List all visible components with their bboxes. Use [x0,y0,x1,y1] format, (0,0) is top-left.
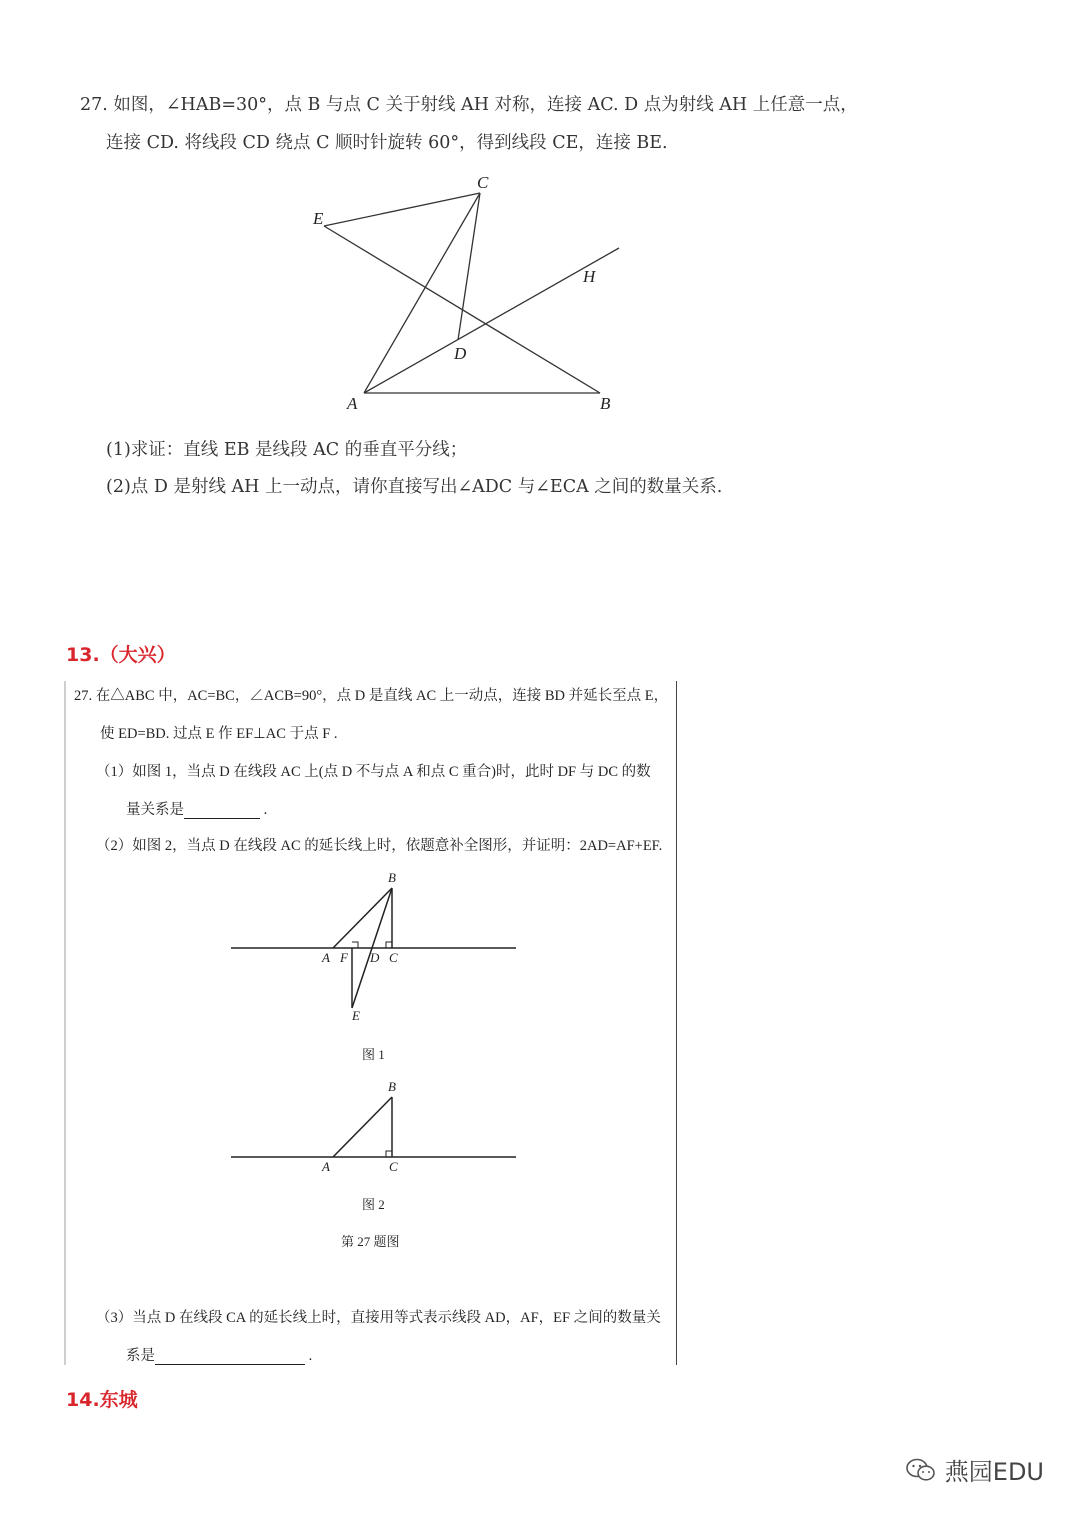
q27b-figure-2 [228,1076,520,1176]
fig1-label-c: C [389,950,398,965]
question-border-left [64,681,66,1365]
segment-eb [324,226,600,393]
fig1-segment-ab [333,888,392,948]
label-d: D [454,344,467,363]
segment-ce [324,193,480,226]
fig2-segment-ab [333,1097,392,1157]
fig2-caption: 图 2 [362,1197,385,1212]
wechat-icon [905,1457,937,1483]
ray-ah [364,248,619,393]
fig1-label-d: D [370,950,380,965]
fig2-label-a: A [322,1159,330,1174]
q27a-part2: (2)点 D 是射线 AH 上一动点，请你直接写出∠ADC 与∠ECA 之间的数量关系. [106,477,723,497]
q27b-part1c: . [260,802,268,818]
fig1-right-angle-c [386,942,392,948]
fig1-label-f: F [340,950,348,965]
q27b-part2: （2）如图 2，当点 D 在线段 AC 的延长线上时，依题意补全图形，并证明：2AD=AF+EF. [96,838,663,854]
fig1-label-b: B [388,870,396,885]
q27b-figure-1 [228,868,520,1028]
label-c: C [477,173,489,192]
segment-ac [364,193,480,393]
fig1-label-e: E [352,1008,360,1023]
label-a: A [347,394,358,413]
question-border-right [676,681,677,1365]
fig1-label-a: A [322,950,330,965]
label-b: B [600,394,611,413]
q27a-part1: (1)求证：直线 EB 是线段 AC 的垂直平分线； [106,440,468,460]
q27b-part3a: （3）当点 D 在线段 CA 的延长线上时，直接用等式表示线段 AD，AF，EF 之间的数量关 [96,1310,661,1326]
section-14-heading: 14.东城 [66,1389,138,1411]
figure-title: 第 27 题图 [341,1234,400,1249]
q27a-figure [300,165,640,425]
q27b-line1: 27. 在△ABC 中，AC=BC，∠ACB=90°，点 D 是直线 AC 上一动点，连接 BD 并延长至点 E， [74,688,669,704]
q27b-part3b-wrap [126,1344,312,1365]
fig2-label-c: C [389,1159,398,1174]
watermark-text: 燕园EDU [944,1458,1044,1486]
label-h: H [583,267,596,286]
q27b-part1b: 量关系是 [126,802,184,818]
section-13-heading: 13.（大兴） [66,644,176,666]
q27b-part1b-wrap [126,798,267,819]
fig2-label-b: B [388,1079,396,1094]
q27b-part3c: . [305,1348,313,1364]
q27a-line1: 27. 如图，∠HAB=30°，点 B 与点 C 关于射线 AH 对称，连接 AC. D 点为射线 AH 上任意一点， [80,95,858,115]
fig1-right-angle-f [352,942,358,948]
label-e: E [313,209,324,228]
fig1-caption: 图 1 [362,1047,385,1062]
answer-blank-3[interactable] [155,1348,305,1365]
fig2-right-angle-c [386,1151,392,1157]
q27b-line2: 使 ED=BD. 过点 E 作 EF⊥AC 于点 F . [100,726,338,742]
watermark [905,1452,1044,1487]
q27b-part3b: 系是 [126,1348,155,1364]
answer-blank-1[interactable] [184,802,260,819]
q27a-line2: 连接 CD. 将线段 CD 绕点 C 顺时针旋转 60°，得到线段 CE，连接 BE. [106,133,668,153]
q27b-part1a: （1）如图 1，当点 D 在线段 AC 上(点 D 不与点 A 和点 C 重合)时，此时 DF 与 DC 的数 [96,764,651,780]
